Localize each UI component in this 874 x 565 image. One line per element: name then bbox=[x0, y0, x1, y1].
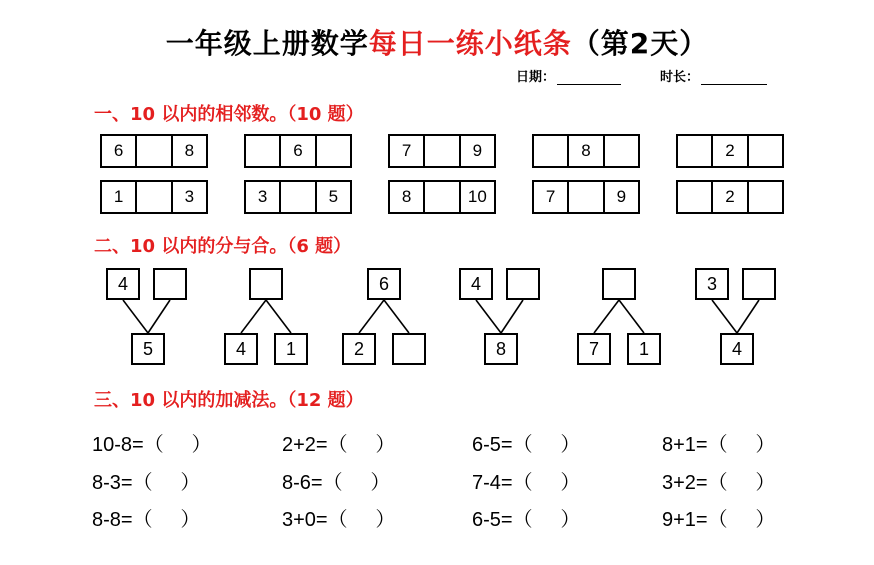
title-grade: 一年级上册数学 bbox=[165, 27, 369, 60]
connector-line bbox=[123, 300, 148, 333]
equation-item[interactable]: 3+0=（ ） bbox=[282, 509, 396, 531]
given-number: 1 bbox=[102, 182, 137, 212]
connector-line bbox=[737, 300, 759, 333]
equation-item[interactable]: 10-8=（ ） bbox=[92, 434, 212, 456]
equation-item[interactable]: 7-4=（ ） bbox=[472, 472, 581, 494]
connector-line bbox=[359, 300, 384, 333]
given-number: 7 bbox=[534, 182, 569, 212]
answer-box[interactable] bbox=[506, 268, 540, 300]
equation-item[interactable]: 2+2=（ ） bbox=[282, 434, 396, 456]
given-number: 6 bbox=[102, 136, 137, 166]
number-box: 7 bbox=[577, 333, 611, 365]
given-number: 2 bbox=[713, 136, 748, 166]
equation-item[interactable]: 6-5=（ ） bbox=[472, 434, 581, 456]
answer-box[interactable] bbox=[742, 268, 776, 300]
connector-line bbox=[619, 300, 644, 333]
equation-item[interactable]: 9+1=（ ） bbox=[662, 509, 776, 531]
given-number: 8 bbox=[184, 141, 195, 160]
given-number: 5 bbox=[328, 187, 339, 206]
given-number: 9 bbox=[472, 141, 483, 160]
number-box: 4 bbox=[224, 333, 258, 365]
equation-row bbox=[92, 428, 852, 457]
connector-line bbox=[594, 300, 619, 333]
connector-line bbox=[241, 300, 266, 333]
given-number: 6 bbox=[281, 136, 316, 166]
equation-item[interactable]: 8-8=（ ） bbox=[92, 509, 201, 531]
given-number: 9 bbox=[616, 187, 627, 206]
answer-box[interactable] bbox=[249, 268, 283, 300]
connector-line bbox=[501, 300, 523, 333]
number-box: 4 bbox=[720, 333, 754, 365]
given-number: 10 bbox=[467, 187, 487, 206]
section-heading-split-combine: 二、10 以内的分与合。（6 题） bbox=[94, 236, 352, 257]
connector-line bbox=[384, 300, 409, 333]
given-number: 2 bbox=[713, 182, 748, 212]
title-day: （第2天） bbox=[571, 27, 709, 60]
connector-line bbox=[712, 300, 737, 333]
number-box: 4 bbox=[459, 268, 493, 300]
given-number: 7 bbox=[390, 136, 425, 166]
equation-item[interactable]: 6-5=（ ） bbox=[472, 509, 581, 531]
number-box: 5 bbox=[131, 333, 165, 365]
section-heading-neighbors: 一、10 以内的相邻数。（10 题） bbox=[94, 104, 364, 125]
equation-item[interactable]: 8+1=（ ） bbox=[662, 434, 776, 456]
number-box: 3 bbox=[695, 268, 729, 300]
date-label: 日期： bbox=[516, 70, 556, 85]
number-box: 8 bbox=[484, 333, 518, 365]
answer-box[interactable] bbox=[392, 333, 426, 365]
equation-item[interactable]: 8-3=（ ） bbox=[92, 472, 201, 494]
equation-row bbox=[92, 466, 852, 495]
given-number: 3 bbox=[184, 187, 195, 206]
answer-box[interactable] bbox=[602, 268, 636, 300]
number-box: 2 bbox=[342, 333, 376, 365]
number-box: 1 bbox=[274, 333, 308, 365]
answer-box[interactable] bbox=[153, 268, 187, 300]
number-box: 6 bbox=[367, 268, 401, 300]
connector-line bbox=[148, 300, 170, 333]
given-number: 3 bbox=[246, 182, 281, 212]
connector-line bbox=[476, 300, 501, 333]
given-number: 8 bbox=[569, 136, 604, 166]
connector-line bbox=[266, 300, 291, 333]
section-heading-arithmetic: 三、10 以内的加减法。（12 题） bbox=[94, 390, 364, 411]
number-box: 1 bbox=[627, 333, 661, 365]
given-number: 8 bbox=[390, 182, 425, 212]
number-box: 4 bbox=[106, 268, 140, 300]
duration-label: 时长： bbox=[660, 70, 700, 85]
equation-row bbox=[92, 503, 852, 532]
equation-item[interactable]: 3+2=（ ） bbox=[662, 472, 776, 494]
title-daily-practice: 每日一练小纸条 bbox=[368, 27, 572, 60]
equation-item[interactable]: 8-6=（ ） bbox=[282, 472, 391, 494]
